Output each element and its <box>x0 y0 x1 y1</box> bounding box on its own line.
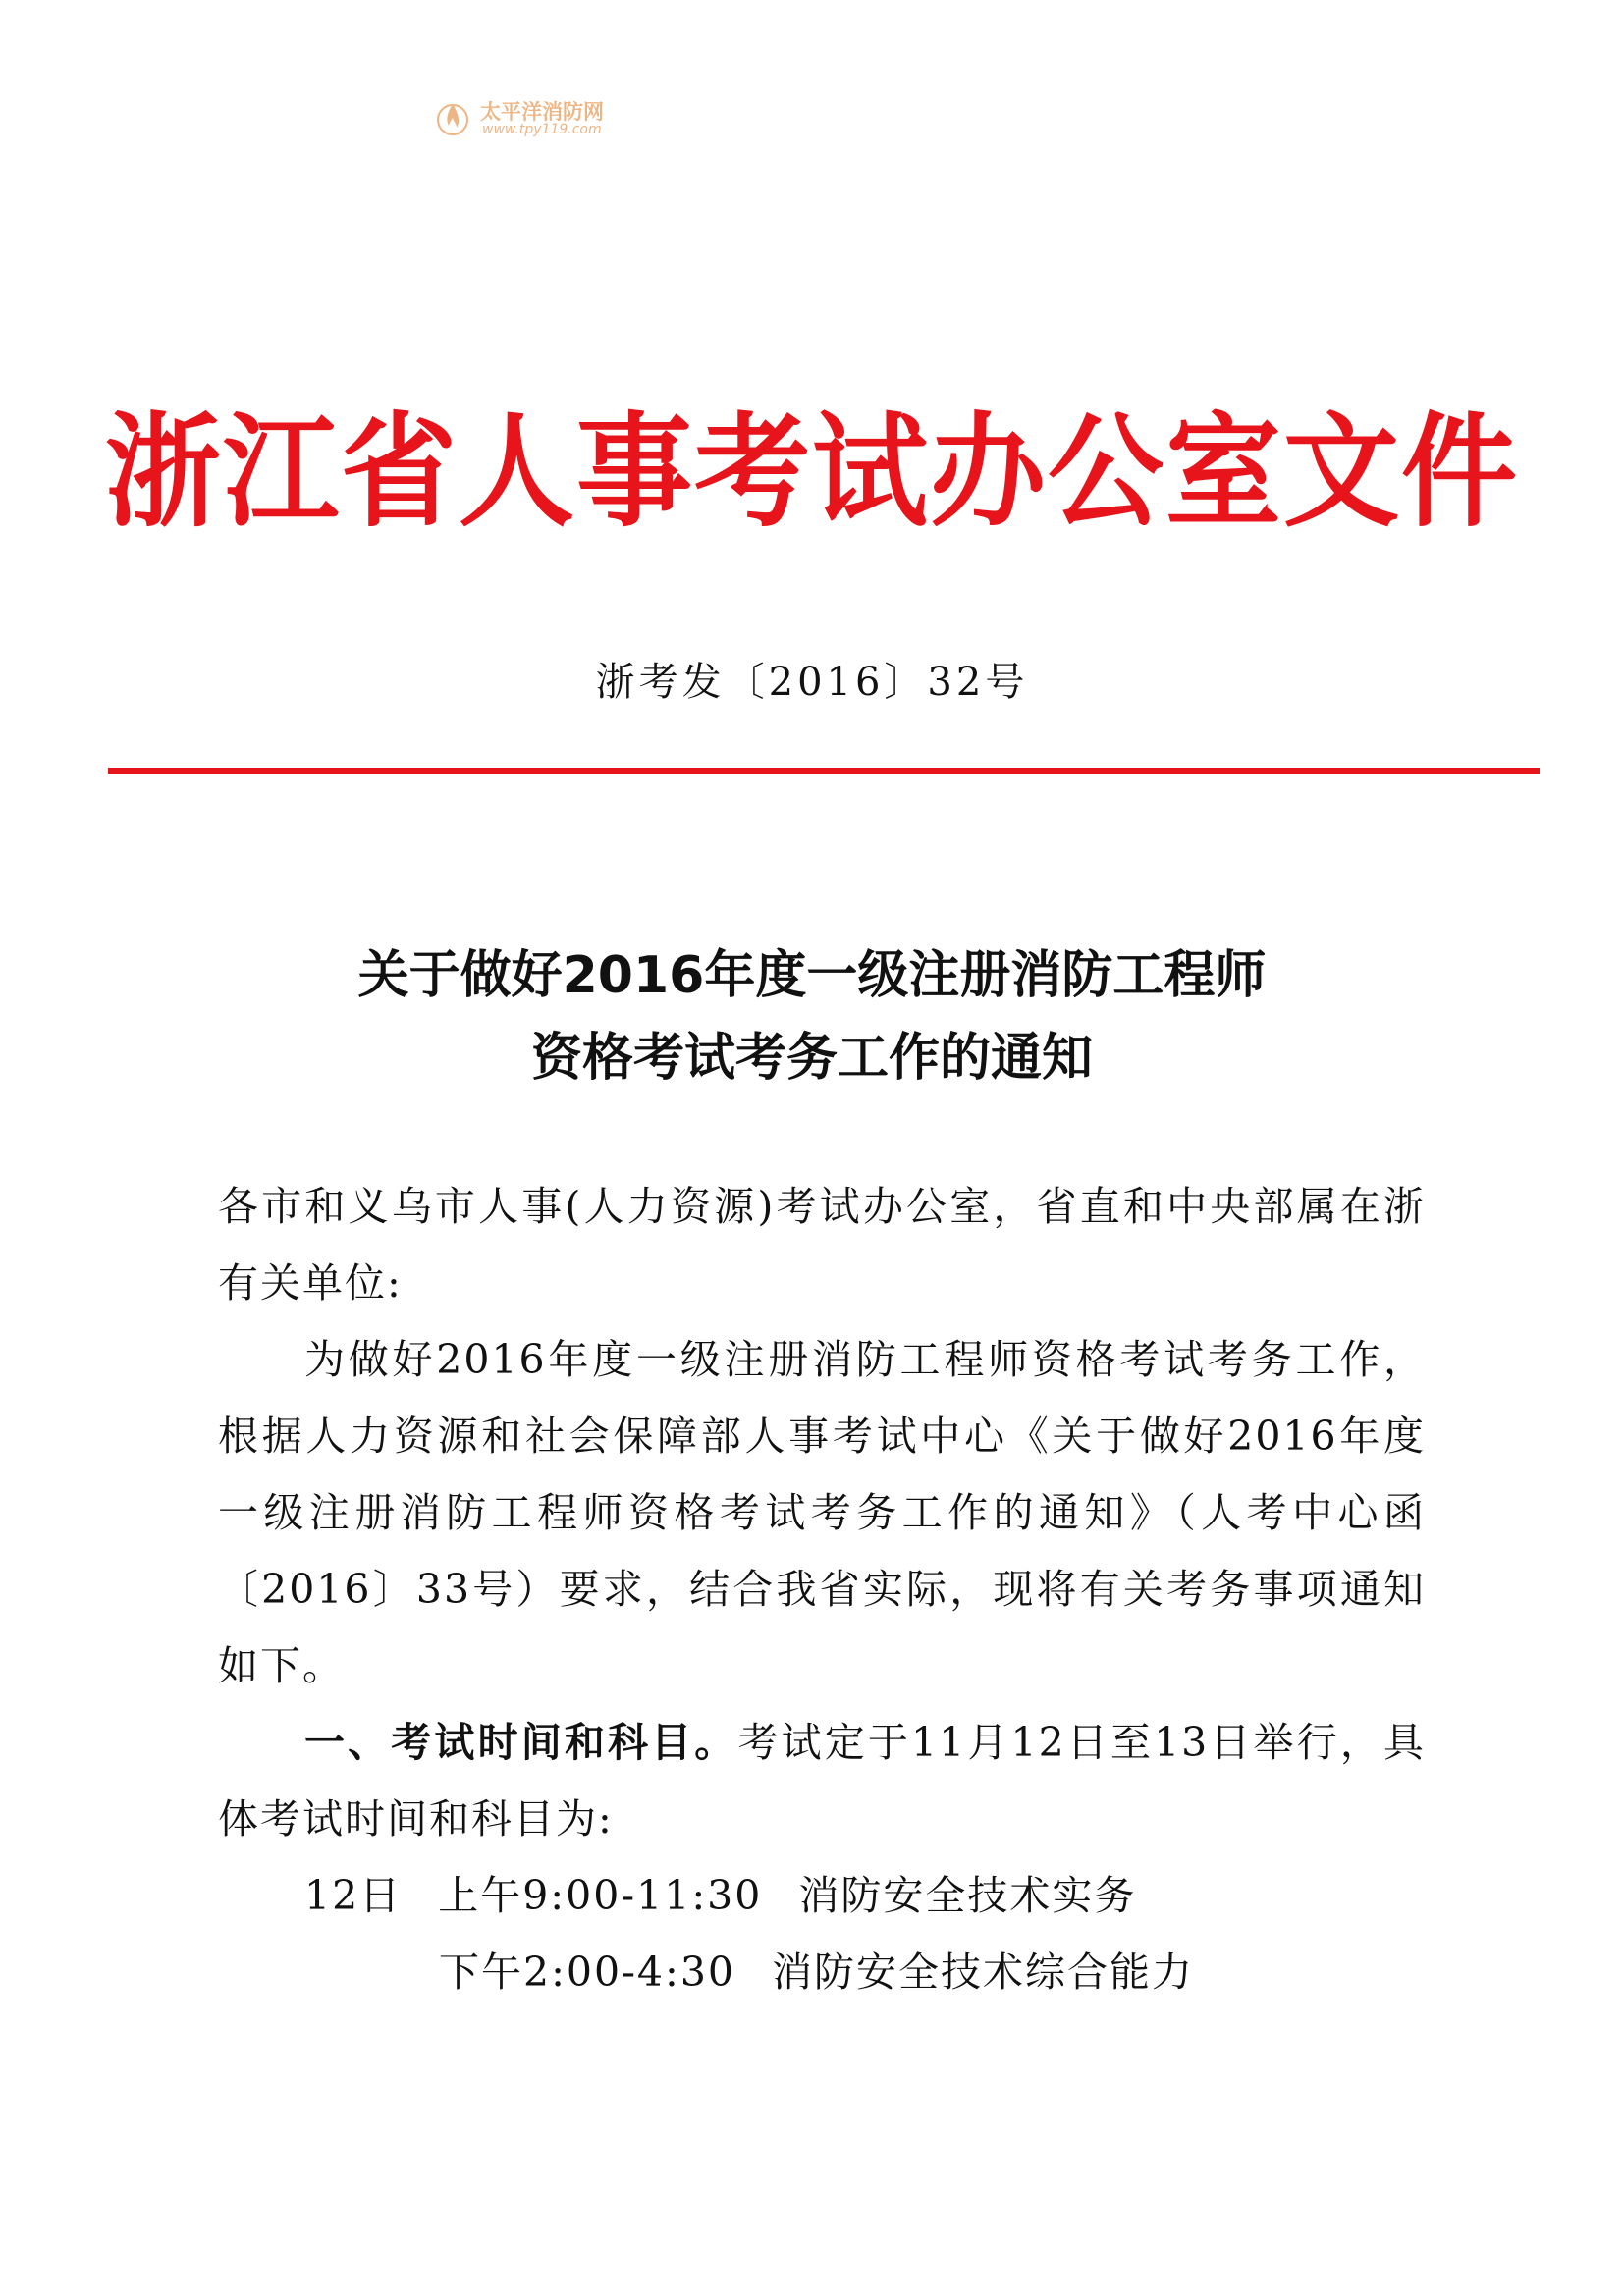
watermark-name: 太平洋消防网 <box>480 100 604 124</box>
schedule-row <box>218 1857 1426 1934</box>
schedule-period: 上午9:00-11:30 <box>438 1872 763 1919</box>
document-header-title: 浙江省人事考试办公室文件 <box>104 400 1519 544</box>
schedule-subject: 消防安全技术综合能力 <box>772 1949 1195 1996</box>
section1-text: 考试定于11月12日至13日举行，具体考试时间和科目为: <box>218 1719 1426 1842</box>
schedule-row <box>218 1934 1426 2010</box>
addressee: 各市和义乌市人事(人力资源)考试办公室，省直和中央部属在浙有关单位: <box>218 1183 1426 1307</box>
schedule-period: 下午2:00-4:30 <box>439 1949 735 1996</box>
section1-heading: 一、考试时间和科目。 <box>304 1719 738 1766</box>
section1-paragraph <box>218 1704 1426 1857</box>
watermark-url: www.tpy119.com <box>482 122 602 137</box>
notice-title-line1: 关于做好2016年度一级注册消防工程师 <box>357 946 1267 1005</box>
document-number: 浙考发〔2016〕32号 <box>595 660 1029 705</box>
schedule-subject: 消防安全技术实务 <box>798 1872 1137 1919</box>
document-body <box>218 1168 1426 2010</box>
notice-title-line2: 资格考试考务工作的通知 <box>530 1029 1093 1088</box>
header-divider <box>108 768 1540 774</box>
watermark-logo <box>437 94 643 143</box>
intro-paragraph: 为做好2016年度一级注册消防工程师资格考试考务工作，根据人力资源和社会保障部人事考试中心《关于做好2016年度一级注册消防工程师资格考试考务工作的通知》（人考中心函〔2016〕33号）要求，结合我省实际，现将有关考务事项通知如下。 <box>218 1336 1426 1689</box>
notice-title <box>0 934 1624 1099</box>
schedule-day: 12日 <box>304 1872 403 1919</box>
flame-icon <box>437 98 468 137</box>
